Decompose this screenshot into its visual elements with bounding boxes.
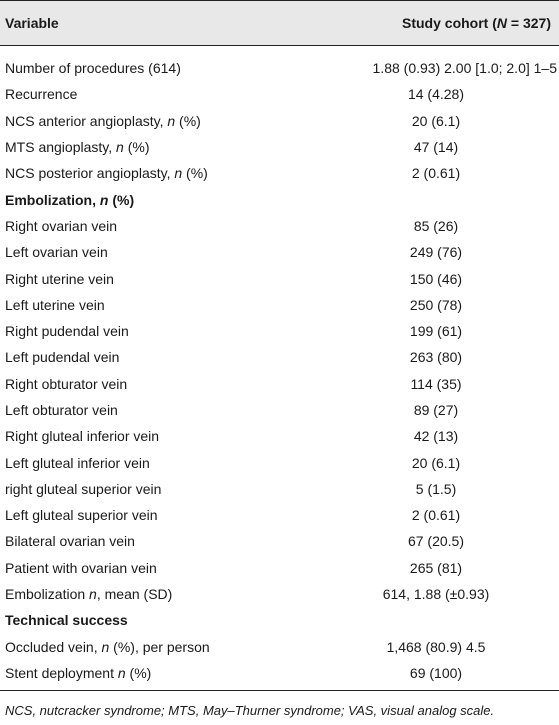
table-row [0,371,559,397]
row-value: 199 (61) [409,323,463,340]
row-label [0,560,321,576]
row-label-text: Left gluteal superior vein [5,507,158,524]
section-header-row [0,607,559,633]
table-row [0,239,559,265]
table-header [0,0,559,46]
row-label [0,165,321,181]
header-cohort-n: N [496,15,508,31]
table-row [0,581,559,607]
table-row [0,265,559,291]
row-value: 2 (0.61) [411,507,461,524]
row-value: 69 (100) [409,664,463,681]
row-label [0,533,321,549]
row-label-text: Embolization [5,586,90,603]
row-value: 85 (26) [413,217,459,234]
row-value: 614, 1.88 (±0.93) [382,586,490,603]
row-label-text: right gluteal superior vein [5,480,162,497]
row-value: 250 (78) [409,296,463,313]
row-label [0,612,321,628]
table-row [0,292,559,318]
row-value: 5 (1.5) [415,480,457,497]
row-label [0,113,321,129]
row-label-text: Right obturator vein [5,375,128,392]
header-cohort-suffix: = 327) [507,15,551,31]
header-variable: Variable [5,15,59,31]
row-label-text: Occluded vein, [5,638,102,655]
row-value: 265 (81) [409,559,463,576]
table-row [0,108,559,134]
row-label-text: Embolization, [5,191,100,208]
row-label [0,297,321,313]
table-row [0,502,559,528]
table-row [0,81,559,107]
row-label [0,139,321,155]
row-value: 47 (14) [413,139,459,156]
row-value: 249 (76) [409,244,463,261]
row-label-text: Right gluteal inferior vein [5,428,160,445]
row-label-text: Right uterine vein [5,270,114,287]
table-row [0,449,559,475]
italic-n: n [116,139,124,156]
table-row [0,318,559,344]
row-value: 89 (27) [413,402,459,418]
table-footnote: NCS, nutcracker syndrome; MTS, May–Thurner syndrome; VAS, visual analog scale. [5,703,495,719]
section-header-row [0,186,559,212]
header-cohort-prefix: Study cohort ( [402,15,497,31]
row-value: 150 (46) [409,270,463,287]
row-label-text: NCS posterior angioplasty, [5,165,175,182]
row-label-text: , mean (SD) [96,586,173,603]
row-label [0,323,321,339]
table-body [0,46,559,686]
row-label-text: Right ovarian vein [5,217,118,234]
italic-n: n [117,664,126,681]
row-label-text: Recurrence [5,86,78,103]
table-row [0,397,559,423]
row-label [0,86,321,102]
row-label-text: (%), per person [109,638,210,655]
row-label-text: (%) [182,165,208,182]
italic-n: n [89,586,97,603]
row-label-text: Technical success [5,612,128,629]
row-label [0,376,321,392]
table-row [0,55,559,81]
table-row [0,344,559,370]
table-row [0,660,559,686]
italic-n: n [174,165,183,182]
row-label [0,639,321,655]
row-label-text: NCS anterior angioplasty, [5,112,168,129]
row-label-text: Left pudendal vein [5,349,120,366]
row-label-text: (%) [108,191,135,208]
row-label-text: (%) [125,664,152,681]
row-label [0,192,321,208]
table-row [0,213,559,239]
table-row [0,134,559,160]
row-value: 42 (13) [413,428,459,445]
row-value: 263 (80) [409,349,463,366]
row-label-text: MTS angioplasty, [5,139,117,156]
row-value: 67 (20.5) [407,533,465,550]
row-value: 2 (0.61) [411,165,461,182]
italic-n: n [99,191,109,208]
table-row [0,634,559,660]
row-value: 1.88 (0.93) 2.00 [1.0; 2.0] 1–5 [372,60,557,77]
row-label-text: (%) [175,112,201,129]
italic-n: n [167,112,176,129]
row-label [0,402,321,418]
row-value: 20 (6.1) [411,454,461,471]
header-study-cohort [402,15,559,31]
row-label-text: Right pudendal vein [5,323,129,340]
row-label-text: Left uterine vein [5,296,105,313]
row-label-text: Left gluteal inferior vein [5,454,150,471]
row-label-text: Number of procedures (614) [5,60,181,77]
row-label [0,428,321,444]
row-label-text: Left obturator vein [5,402,118,418]
row-label [0,349,321,365]
row-value: 1,468 (80.9) 4.5 [386,638,486,655]
row-label-text: Patient with ovarian vein [5,559,157,576]
row-label-text: Bilateral ovarian vein [5,533,135,550]
row-label-text: (%) [123,139,150,156]
table-row [0,476,559,502]
row-label-text: Stent deployment [5,664,118,681]
row-label [0,60,373,76]
row-label [0,271,321,287]
row-label [0,455,321,471]
row-label [0,665,321,681]
row-label [0,507,321,523]
row-label [0,218,321,234]
table-row [0,555,559,581]
italic-n: n [101,638,110,655]
row-label-text: Left ovarian vein [5,244,108,261]
row-label [0,244,321,260]
row-label [0,481,321,497]
table-row [0,528,559,554]
row-value: 20 (6.1) [411,112,461,129]
row-value: 114 (35) [410,375,462,392]
table-row [0,160,559,186]
table-row [0,423,559,449]
row-label [0,586,321,602]
row-value: 14 (4.28) [407,86,465,103]
